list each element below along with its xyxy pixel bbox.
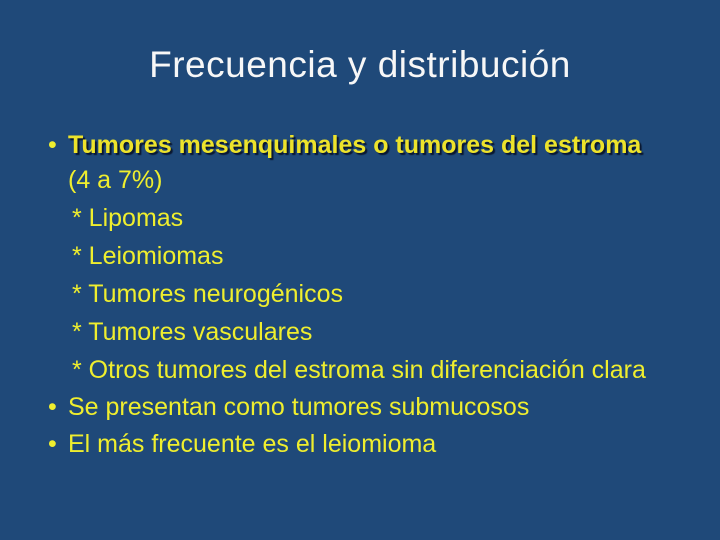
bullet-2-text: Se presentan como tumores submucosos [68, 393, 530, 421]
bullet-icon: • [48, 131, 57, 159]
bullet-3-text: El más frecuente es el leiomioma [68, 430, 437, 458]
sub-item-leiomiomas: * Leiomiomas [72, 242, 224, 270]
sub-item-lipomas: * Lipomas [72, 204, 184, 232]
bullet-item [48, 128, 700, 162]
sub-list-item [48, 199, 700, 237]
sub-list-item [48, 275, 700, 313]
sub-list-item [48, 351, 700, 389]
bullet-continuation [48, 162, 700, 199]
sub-list-item [48, 237, 700, 275]
bullet-1-subheading: (4 a 7%) [68, 166, 163, 194]
sub-list-item [48, 313, 700, 351]
page-title: Frecuencia y distribución [149, 44, 571, 85]
sub-item-tumores-neurogenicos: * Tumores neurogénicos [72, 280, 343, 308]
slide-body [48, 128, 700, 463]
bullet-item [48, 389, 700, 426]
bullet-icon: • [48, 430, 57, 458]
bullet-item [48, 426, 700, 463]
bullet-icon: • [48, 393, 57, 421]
sub-item-tumores-vasculares: * Tumores vasculares [72, 318, 313, 346]
sub-item-otros-tumores: * Otros tumores del estroma sin diferenciación clara [72, 356, 646, 384]
bullet-1-heading: Tumores mesenquimales o tumores del estroma [68, 131, 642, 159]
